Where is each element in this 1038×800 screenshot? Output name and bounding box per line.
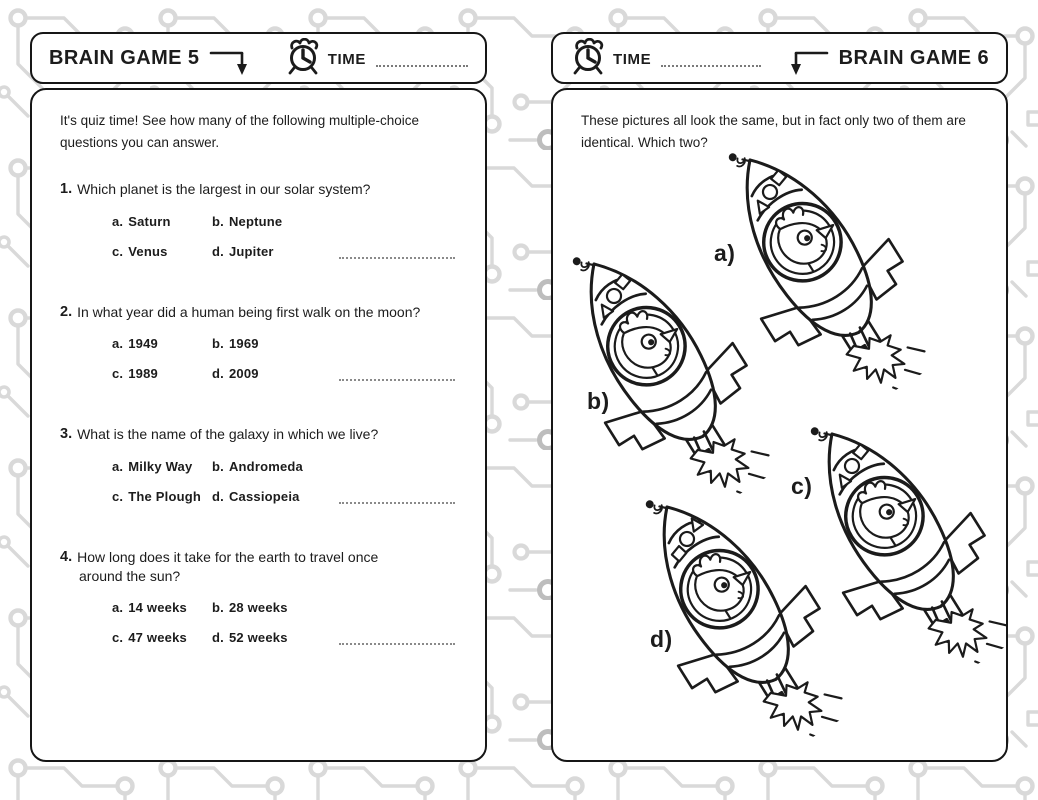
- option-c: c. 47 weeks: [112, 630, 187, 646]
- quiz-intro: It's quiz time! See how many of the following multiple-choice questions you can answer.: [60, 113, 419, 150]
- option-d: d. Jupiter: [212, 243, 274, 259]
- left-page-header: [30, 32, 487, 84]
- alarm-clock-icon: [285, 38, 321, 76]
- page-title: BRAIN GAME 5: [49, 46, 200, 69]
- option-b: b. 28 weeks: [212, 600, 288, 616]
- question-text: What is the name of the galaxy in which we live?: [77, 426, 379, 443]
- question-3: [60, 425, 457, 504]
- left-page: [30, 88, 487, 762]
- answer-write-in-line[interactable]: [339, 631, 455, 645]
- answer-write-in-line[interactable]: [339, 367, 455, 381]
- alarm-clock-icon: [570, 38, 606, 76]
- figure-label-a: a): [714, 240, 736, 266]
- figure-label-c: c): [791, 473, 813, 499]
- option-c: c. 1989: [112, 366, 158, 382]
- option-a: a. Saturn: [112, 213, 171, 229]
- question-number: 1.: [60, 180, 73, 197]
- right-page: [551, 88, 1008, 762]
- question-text-line2: around the sun?: [79, 568, 181, 585]
- option-b: b. Andromeda: [212, 459, 303, 475]
- question-number: 2.: [60, 303, 73, 320]
- question-2: [60, 303, 457, 382]
- option-a: a. Milky Way: [112, 459, 193, 475]
- figure-label-b: b): [587, 388, 610, 414]
- option-c: c. The Plough: [112, 489, 202, 505]
- answer-write-in-line[interactable]: [339, 245, 455, 259]
- option-b: b. Neptune: [212, 213, 283, 229]
- puzzle-intro: These pictures all look the same, but in fact only two of them are identical. Which two?: [581, 113, 966, 150]
- question-text: How long does it take for the earth to travel once: [77, 549, 379, 566]
- question-text: Which planet is the largest in our solar system?: [77, 180, 371, 197]
- time-label: TIME: [613, 51, 652, 68]
- option-a: a. 1949: [112, 336, 158, 352]
- time-label: TIME: [327, 51, 366, 68]
- corner-down-arrow-icon: [209, 48, 253, 76]
- question-number: 3.: [60, 426, 73, 443]
- time-answer-line[interactable]: [376, 50, 468, 67]
- option-d: d. Cassiopeia: [212, 489, 300, 505]
- question-1: [60, 180, 457, 259]
- option-b: b. 1969: [212, 336, 259, 352]
- question-number: 4.: [60, 549, 73, 566]
- right-page-header: [551, 32, 1008, 84]
- time-answer-line[interactable]: [661, 50, 761, 67]
- figure-label-d: d): [650, 626, 673, 652]
- question-4: [60, 548, 457, 645]
- rocket-figures: [553, 90, 1006, 760]
- option-d: d. 2009: [212, 366, 259, 382]
- question-text: In what year did a human being first walk on the moon?: [77, 303, 421, 320]
- page-title: BRAIN GAME 6: [838, 46, 989, 69]
- answer-write-in-line[interactable]: [339, 490, 455, 504]
- corner-down-arrow-icon: [785, 48, 829, 76]
- option-a: a. 14 weeks: [112, 600, 187, 616]
- option-d: d. 52 weeks: [212, 630, 288, 646]
- option-c: c. Venus: [112, 243, 168, 259]
